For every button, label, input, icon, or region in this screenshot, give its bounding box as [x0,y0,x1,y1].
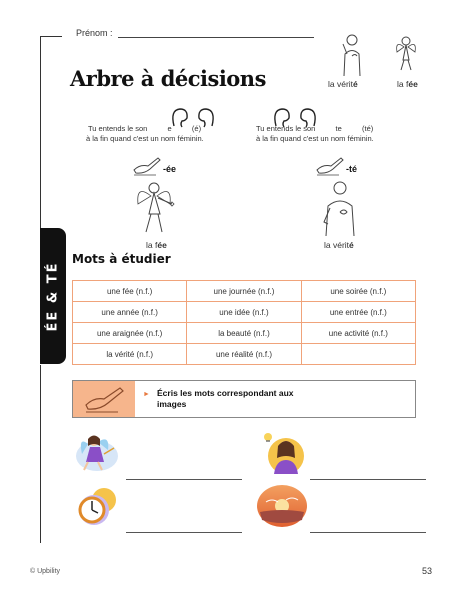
word-cell: la beauté (n.f.) [187,323,301,344]
prenom-label: Prénom : [76,28,113,38]
answer-line-2[interactable] [310,479,426,480]
table-row [73,323,416,344]
page-number: 53 [422,566,433,576]
rule-right-line1: Tu entends le son te (té) [256,124,374,133]
writing-hand-icon [132,156,162,176]
writing-hand-icon-right [315,156,345,176]
instruction-text-wrap [135,381,295,417]
instruction-icon-bg [73,381,135,417]
side-tab-label: ÉE & TÉ [45,261,61,331]
instruction-text: Écris les mots correspondant aux images [157,388,294,409]
rule-left-line2: à la fin quand c'est un nom féminin. [86,134,204,143]
answer-line-1[interactable] [126,479,242,480]
rule-right-line2: à la fin quand c'est un nom féminin. [256,134,374,143]
table-row [73,281,416,302]
word-cell: une réalité (n.f.) [187,344,301,365]
word-cell: une soirée (n.f.) [301,281,415,302]
caption-fee-left: la fée [146,240,167,250]
instruction-box [72,380,416,418]
word-cell [301,344,415,365]
word-cell: la vérité (n.f.) [73,344,187,365]
copyright: © Upbility [30,568,61,575]
caption-verite-top: la vérité [328,79,358,89]
section-title: Mots à étudier [72,252,171,266]
rule-left-line1: Tu entends le son e (é) [88,124,202,133]
frame-left-line-bottom [40,365,41,543]
word-cell: une fée (n.f.) [73,281,187,302]
word-cell: une journée (n.f.) [187,281,301,302]
fairy-icon [393,32,419,74]
word-table [72,280,416,365]
fairy-large-icon [132,178,180,236]
frame-corner-top [40,36,62,37]
writing-hand-icon-instr [82,385,126,413]
word-cell: une activité (n.f.) [301,323,415,344]
prenom-input-line[interactable] [118,37,314,38]
caption-fee-top: la fée [397,79,418,89]
table-row [73,344,416,365]
page-title: Arbre à décisions [70,66,266,91]
side-tab [40,228,66,364]
sunset-icon [256,484,308,528]
word-cell: une année (n.f.) [73,302,187,323]
answer-line-3[interactable] [126,532,242,533]
suffix-te: -té [346,164,357,174]
sun-clock-icon [74,486,118,528]
word-cell: une idée (n.f.) [187,302,301,323]
table-row [73,302,416,323]
word-cell: une araignée (n.f.) [73,323,187,344]
answer-line-4[interactable] [310,532,426,533]
fairy-color-icon [74,430,120,474]
word-cell: une entrée (n.f.) [301,302,415,323]
person-large-icon [318,178,362,236]
person-sign-icon [338,32,366,76]
arrow-icon: ► [143,391,150,398]
girl-idea-icon [262,430,306,474]
suffix-ee: -ée [163,164,177,174]
caption-verite-right: la vérité [324,240,354,250]
